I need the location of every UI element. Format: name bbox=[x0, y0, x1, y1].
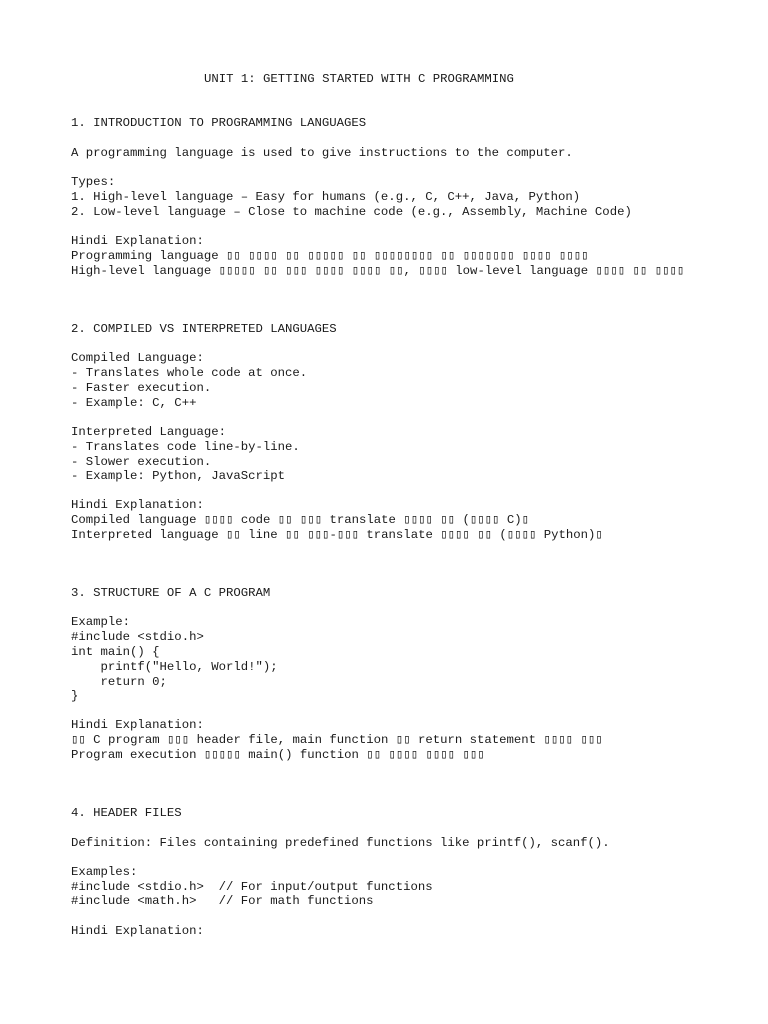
section-3-heading: 3. STRUCTURE OF A C PROGRAM bbox=[71, 586, 271, 600]
code-line: return 0; bbox=[71, 675, 167, 689]
section-4-example-line: #include <stdio.h> // For input/output functions bbox=[71, 880, 433, 894]
section-1-hindi-label: Hindi Explanation: bbox=[71, 234, 204, 248]
section-1-hindi-line: Programming language ▯▯ ▯▯▯▯ ▯▯ ▯▯▯▯▯ ▯▯ ▯▯▯▯▯▯▯▯ ▯▯ ▯▯▯▯▯▯▯ ▯▯▯▯ ▯▯▯▯ bbox=[71, 249, 589, 263]
section-1-types-label: Types: bbox=[71, 175, 116, 189]
section-4-examples-label: Examples: bbox=[71, 865, 138, 879]
code-line: } bbox=[71, 689, 79, 703]
section-1-heading: 1. INTRODUCTION TO PROGRAMMING LANGUAGES bbox=[71, 116, 367, 130]
section-3-hindi-line: ▯▯ C program ▯▯▯ header file, main function ▯▯ return statement ▯▯▯▯ ▯▯▯ bbox=[71, 733, 603, 747]
section-1-hindi-line: High-level language ▯▯▯▯▯ ▯▯ ▯▯▯ ▯▯▯▯ ▯▯▯▯ ▯▯, ▯▯▯▯ low-level language ▯▯▯▯ ▯▯ ▯▯▯▯ bbox=[71, 264, 685, 278]
section-1-type-item: 1. High-level language – Easy for humans (e.g., C, C++, Java, Python) bbox=[71, 190, 581, 204]
section-4-example-line: #include <math.h> // For math functions bbox=[71, 894, 374, 908]
section-2-hindi-line: Interpreted language ▯▯ line ▯▯ ▯▯▯-▯▯▯ translate ▯▯▯▯ ▯▯ (▯▯▯▯ Python)▯ bbox=[71, 528, 603, 542]
section-4-heading: 4. HEADER FILES bbox=[71, 806, 182, 820]
section-2-interpreted-point: - Translates code line-by-line. bbox=[71, 440, 300, 454]
section-2-interpreted-label: Interpreted Language: bbox=[71, 425, 226, 439]
section-1-type-item: 2. Low-level language – Close to machine code (e.g., Assembly, Machine Code) bbox=[71, 205, 632, 219]
section-2-interpreted-point: - Example: Python, JavaScript bbox=[71, 469, 286, 483]
section-3-example-label: Example: bbox=[71, 615, 131, 629]
code-line: printf("Hello, World!"); bbox=[71, 660, 278, 674]
document-title: UNIT 1: GETTING STARTED WITH C PROGRAMMING bbox=[204, 72, 514, 86]
section-2-compiled-point: - Faster execution. bbox=[71, 381, 212, 395]
section-3-hindi-label: Hindi Explanation: bbox=[71, 718, 204, 732]
section-4-hindi-label: Hindi Explanation: bbox=[71, 924, 204, 938]
section-2-hindi-label: Hindi Explanation: bbox=[71, 498, 204, 512]
section-2-compiled-label: Compiled Language: bbox=[71, 351, 204, 365]
section-2-heading: 2. COMPILED VS INTERPRETED LANGUAGES bbox=[71, 322, 337, 336]
section-2-interpreted-point: - Slower execution. bbox=[71, 455, 212, 469]
section-4-definition: Definition: Files containing predefined functions like printf(), scanf(). bbox=[71, 836, 610, 850]
section-3-hindi-line: Program execution ▯▯▯▯▯ main() function ▯▯ ▯▯▯▯ ▯▯▯▯ ▯▯▯ bbox=[71, 748, 485, 762]
code-line: int main() { bbox=[71, 645, 160, 659]
section-2-compiled-point: - Example: C, C++ bbox=[71, 396, 197, 410]
section-1-paragraph: A programming language is used to give instructions to the computer. bbox=[71, 146, 573, 160]
section-2-compiled-point: - Translates whole code at once. bbox=[71, 366, 308, 380]
code-line: #include <stdio.h> bbox=[71, 630, 204, 644]
section-2-hindi-line: Compiled language ▯▯▯▯ code ▯▯ ▯▯▯ translate ▯▯▯▯ ▯▯ (▯▯▯▯ C)▯ bbox=[71, 513, 529, 527]
